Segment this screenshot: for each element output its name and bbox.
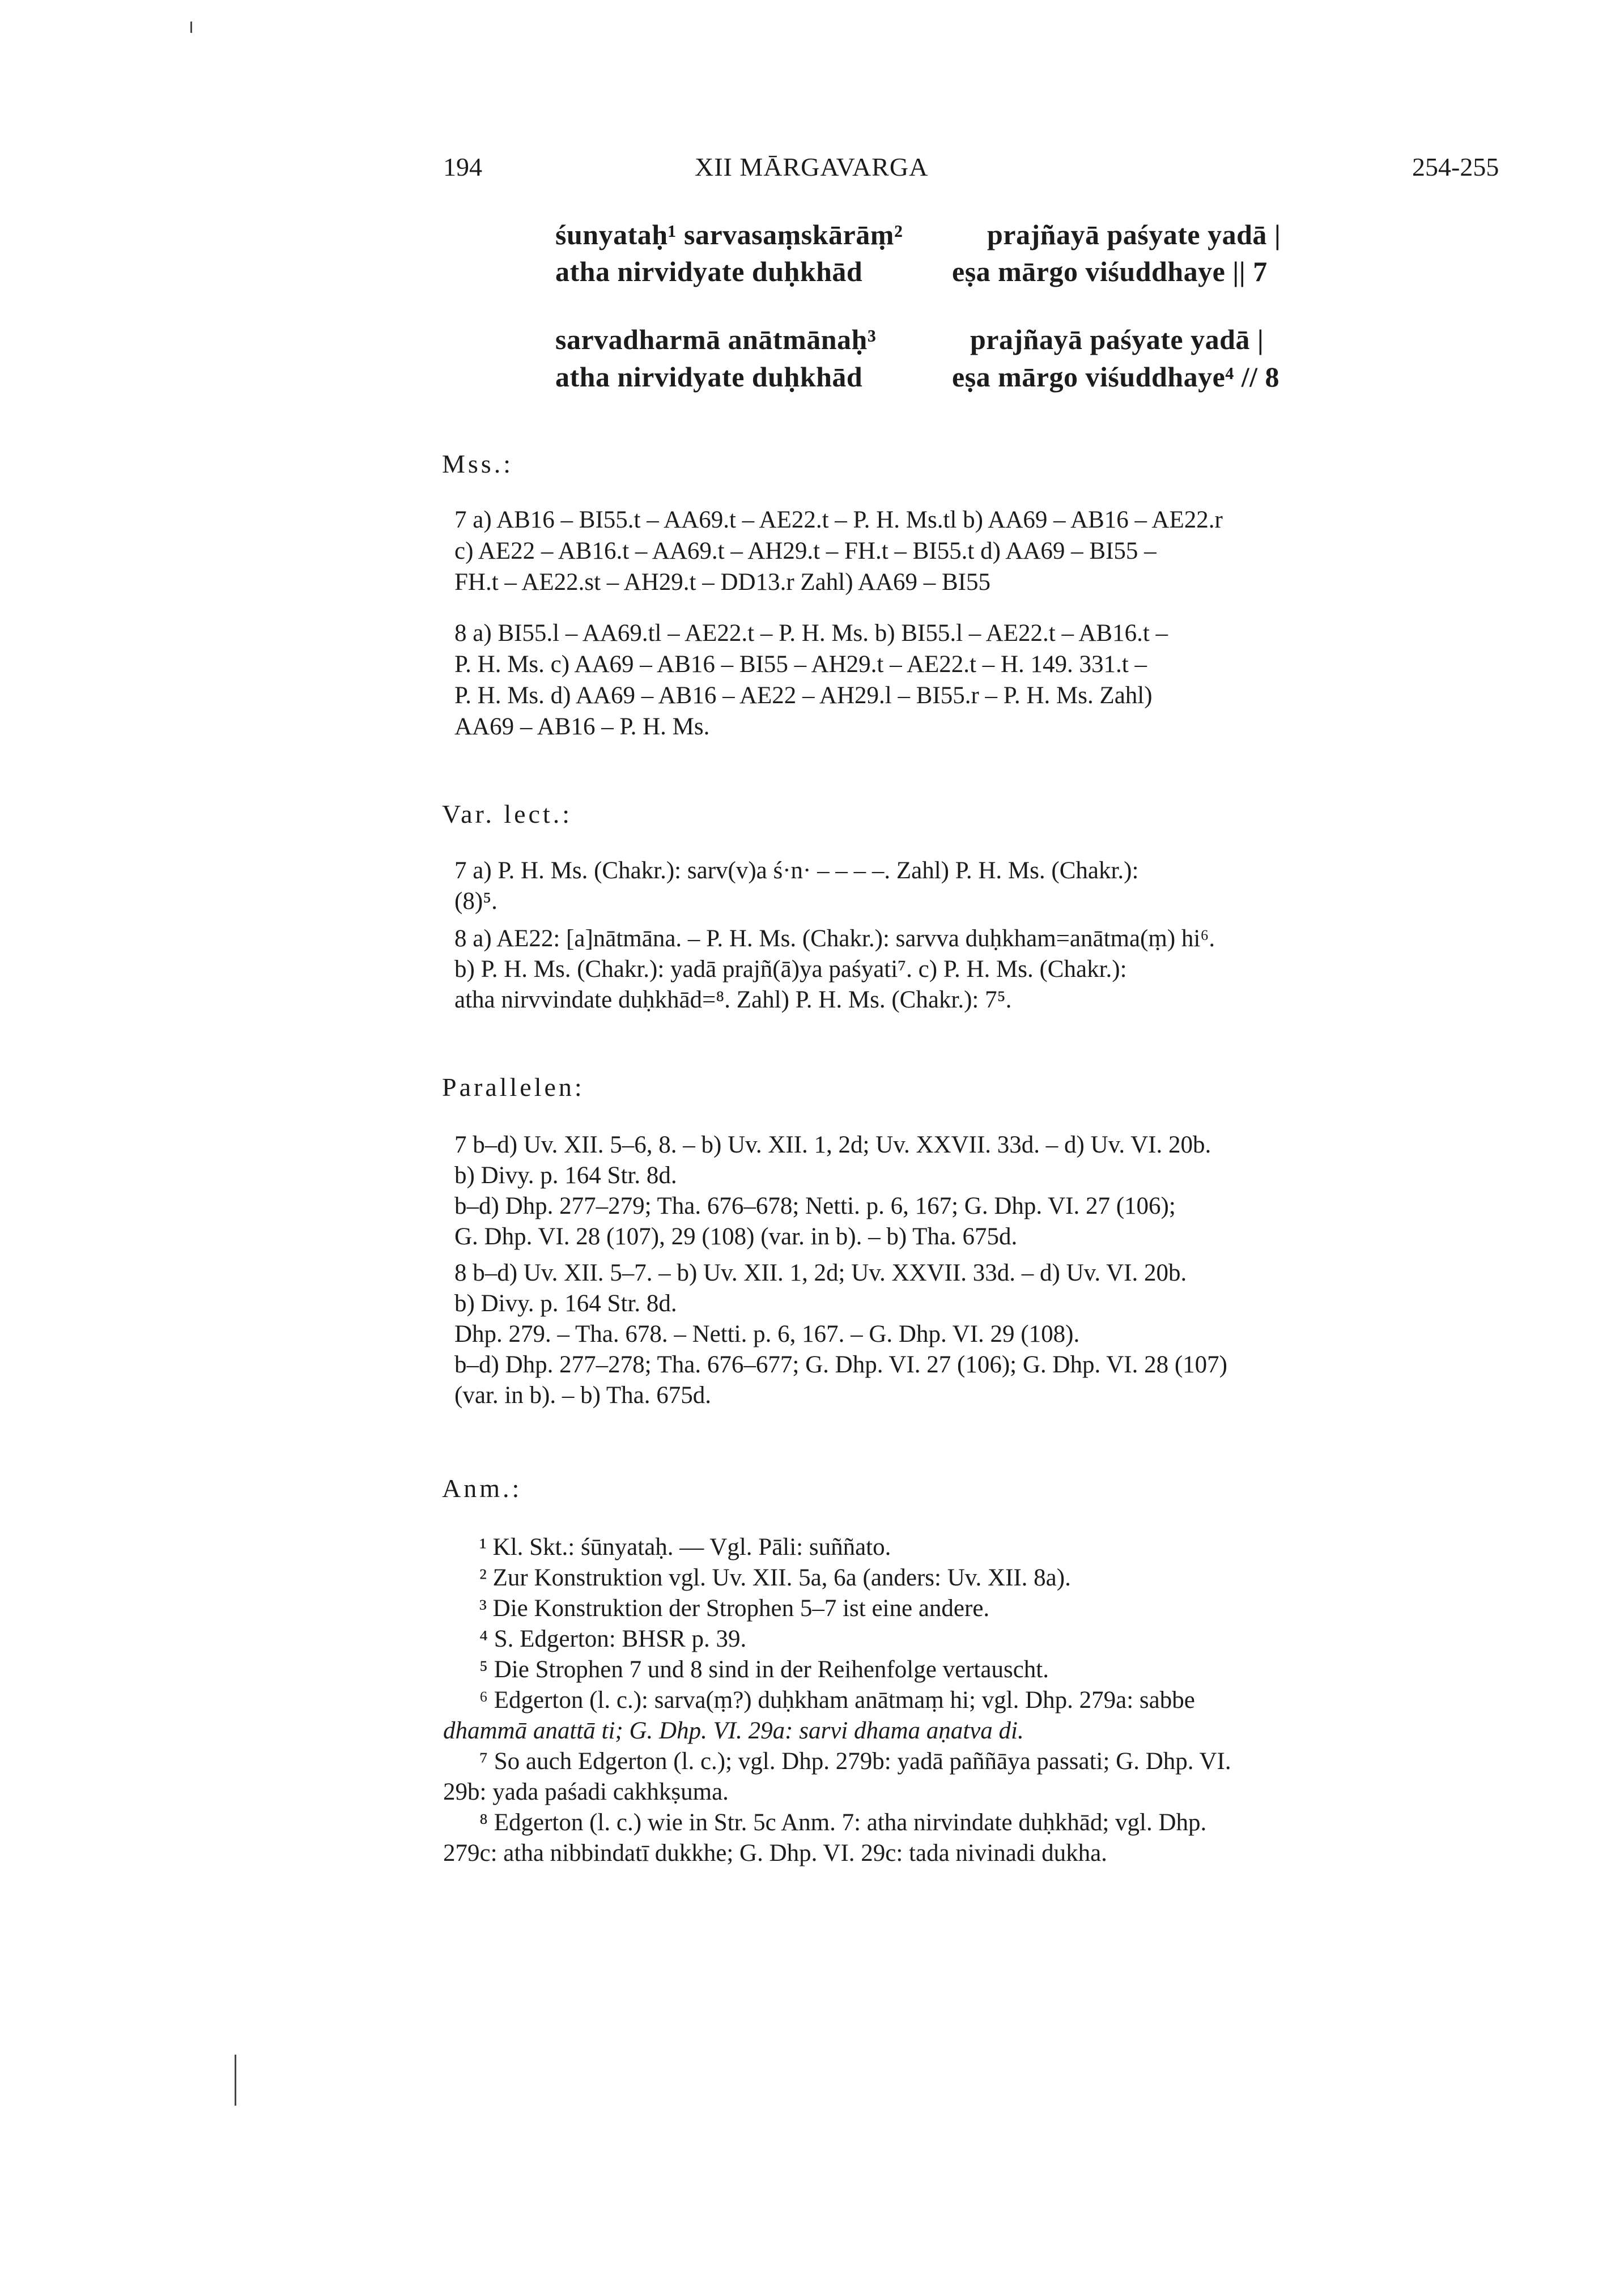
footnote-line: ⁷ So auch Edgerton (l. c.); vgl. Dhp. 279b: yadā paññāya passati; G. Dhp. VI. (479, 1748, 1231, 1775)
var-lect-line: (8)⁵. (454, 888, 498, 915)
footnote-line: ¹ Kl. Skt.: śūnyataḥ. — Vgl. Pāli: suññato. (479, 1534, 891, 1561)
mss-line: c) AE22 – AB16.t – AA69.t – AH29.t – FH.t – BI55.t d) AA69 – BI55 – (454, 538, 1157, 564)
parallelen-line: G. Dhp. VI. 28 (107), 29 (108) (var. in b). – b) Tha. 675d. (454, 1223, 1018, 1250)
verse-line-a: sarvadharmā anātmānaḥ³ (555, 324, 877, 355)
mss-line: 7 a) AB16 – BI55.t – AA69.t – AE22.t – P. H. Ms.tl b) AA69 – AB16 – AE22.r (454, 507, 1223, 533)
verse-line-d: eṣa mārgo viśuddhaye⁴ // 8 (952, 361, 1280, 393)
footnote-line: ⁴ S. Edgerton: BHSR p. 39. (479, 1626, 747, 1652)
mss-line: FH.t – AE22.st – AH29.t – DD13.r Zahl) AA69 – BI55 (454, 569, 990, 596)
footnote-line: dhammā anattā ti; G. Dhp. VI. 29a: sarvi dhama aṇatva di. (443, 1717, 1024, 1744)
parallelen-line: b–d) Dhp. 277–279; Tha. 676–678; Netti. p. 6, 167; G. Dhp. VI. 27 (106); (454, 1193, 1176, 1219)
chapter-title: XII MĀRGAVARGA (695, 152, 929, 181)
mss-line: 8 a) BI55.l – AA69.tl – AE22.t – P. H. Ms. b) BI55.l – AE22.t – AB16.t – (454, 620, 1168, 647)
var-lect-line: atha nirvvindate duḥkhād=⁸. Zahl) P. H. Ms. (Chakr.): 7⁵. (454, 987, 1012, 1013)
footnote-line: ² Zur Konstruktion vgl. Uv. XII. 5a, 6a (anders: Uv. XII. 8a). (479, 1564, 1071, 1591)
var-lect-line: b) P. H. Ms. (Chakr.): yadā prajñ(ā)ya paśyati⁷. c) P. H. Ms. (Chakr.): (454, 956, 1127, 983)
verse-line-c: atha nirvidyate duḥkhād (555, 361, 863, 393)
footnote-line: ³ Die Konstruktion der Strophen 5–7 ist eine andere. (479, 1595, 990, 1622)
parallelen-line: Dhp. 279. – Tha. 678. – Netti. p. 6, 167. – G. Dhp. VI. 29 (108). (454, 1321, 1080, 1347)
parallelen-line: b) Divy. p. 164 Str. 8d. (454, 1290, 677, 1317)
mss-line: P. H. Ms. d) AA69 – AB16 – AE22 – AH29.l – BI55.r – P. H. Ms. Zahl) (454, 682, 1153, 709)
anm-heading: Anm.: (442, 1474, 522, 1503)
verse-line-b: prajñayā paśyate yadā | (970, 324, 1264, 355)
var-lect-heading: Var. lect.: (442, 800, 572, 828)
mss-line: AA69 – AB16 – P. H. Ms. (454, 713, 710, 740)
scan-mark (235, 2055, 236, 2106)
mss-line: P. H. Ms. c) AA69 – AB16 – BI55 – AH29.t – AE22.t – H. 149. 331.t – (454, 651, 1147, 678)
parallelen-line: 8 b–d) Uv. XII. 5–7. – b) Uv. XII. 1, 2d; Uv. XXVII. 33d. – d) Uv. VI. 20b. (454, 1260, 1187, 1286)
footnote-line: 29b: yada paśadi cakhkṣuma. (443, 1779, 729, 1805)
parallelen-line: (var. in b). – b) Tha. 675d. (454, 1382, 712, 1409)
var-lect-line: 8 a) AE22: [a]nātmāna. – P. H. Ms. (Chakr.): sarvva duḥkham=anātma(ṃ) hi⁶. (454, 925, 1215, 952)
parallelen-line: b) Divy. p. 164 Str. 8d. (454, 1162, 677, 1189)
verse-line-c: atha nirvidyate duḥkhād (555, 256, 863, 287)
parallelen-line: 7 b–d) Uv. XII. 5–6, 8. – b) Uv. XII. 1, 2d; Uv. XXVII. 33d. – d) Uv. VI. 20b. (454, 1132, 1211, 1158)
footnote-line: ⁶ Edgerton (l. c.): sarva(ṃ?) duḥkham anātmaṃ hi; vgl. Dhp. 279a: sabbe (479, 1687, 1195, 1714)
footnote-line: ⁸ Edgerton (l. c.) wie in Str. 5c Anm. 7: atha nirvindate duḥkhād; vgl. Dhp. (479, 1809, 1207, 1836)
mss-heading: Mss.: (442, 449, 513, 478)
strophe-range: 254-255 (1412, 152, 1499, 181)
page-number: 194 (443, 152, 482, 181)
verse-line-a: śunyataḥ¹ sarvasaṃskārāṃ² (555, 219, 903, 250)
verse-line-b: prajñayā paśyate yadā | (987, 219, 1281, 250)
verse-line-d: eṣa mārgo viśuddhaye || 7 (952, 256, 1268, 287)
var-lect-line: 7 a) P. H. Ms. (Chakr.): sarv(v)a ś·n· – – – –. Zahl) P. H. Ms. (Chakr.): (454, 857, 1139, 884)
footnote-line: ⁵ Die Strophen 7 und 8 sind in der Reihenfolge vertauscht. (479, 1656, 1049, 1683)
parallelen-heading: Parallelen: (442, 1073, 585, 1102)
footnote-line: 279c: atha nibbindatī dukkhe; G. Dhp. VI. 29c: tada nivinadi dukha. (443, 1840, 1107, 1866)
scan-mark (190, 22, 192, 33)
parallelen-line: b–d) Dhp. 277–278; Tha. 676–677; G. Dhp. VI. 27 (106); G. Dhp. VI. 28 (107) (454, 1351, 1227, 1378)
